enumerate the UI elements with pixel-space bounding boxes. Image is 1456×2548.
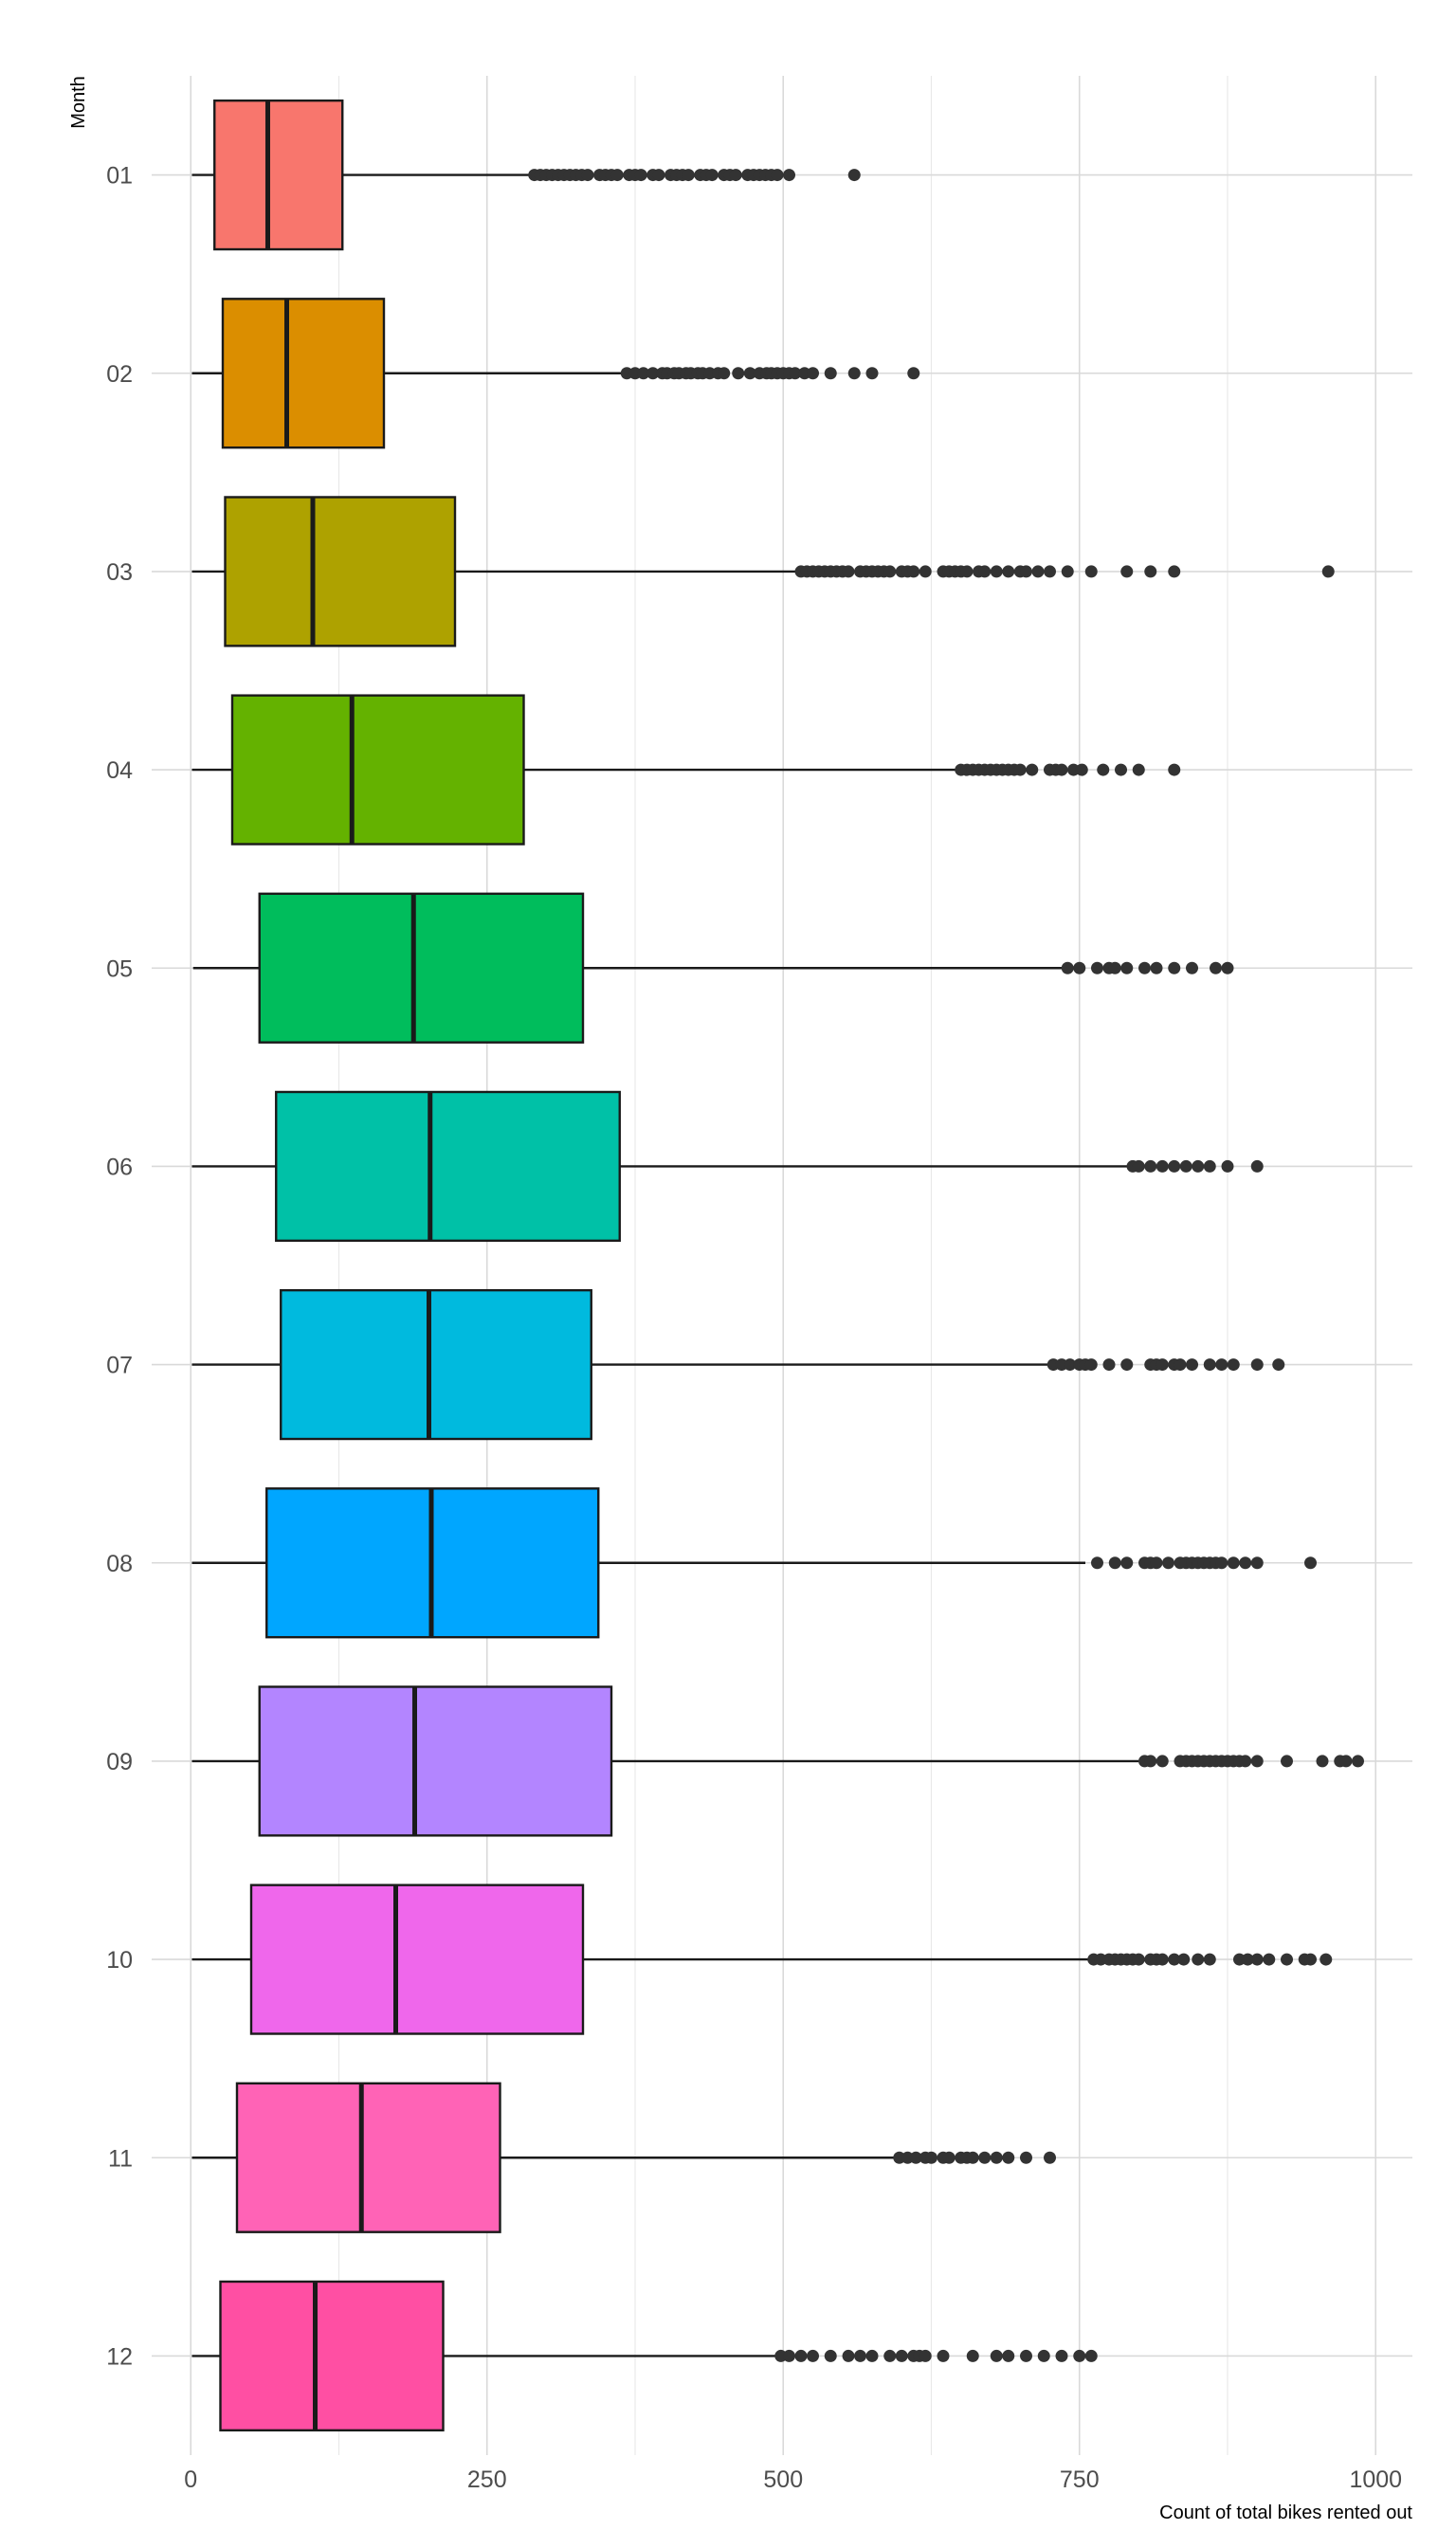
outlier-point bbox=[1228, 1556, 1240, 1569]
outlier-point bbox=[1186, 1358, 1198, 1371]
x-tick-label: 750 bbox=[1059, 2466, 1100, 2493]
x-tick-label: 0 bbox=[184, 2466, 198, 2493]
x-tick-label: 1000 bbox=[1349, 2466, 1403, 2493]
outlier-point bbox=[1073, 2350, 1085, 2362]
outlier-point bbox=[1062, 565, 1074, 577]
outlier-point bbox=[1133, 764, 1145, 776]
y-tick-label: 10 bbox=[106, 1947, 133, 1975]
outlier-point bbox=[1109, 962, 1121, 974]
outlier-point bbox=[991, 2152, 1003, 2164]
iqr-box bbox=[221, 2282, 444, 2430]
outlier-point bbox=[967, 2350, 979, 2362]
outlier-point bbox=[967, 2152, 979, 2164]
outlier-point bbox=[1020, 2350, 1032, 2362]
outlier-point bbox=[582, 169, 594, 181]
y-tick-label: 12 bbox=[106, 2343, 133, 2371]
outlier-point bbox=[807, 2350, 819, 2362]
outlier-point bbox=[1251, 1358, 1264, 1371]
outlier-point bbox=[1156, 1954, 1169, 1966]
outlier-point bbox=[1056, 2350, 1068, 2362]
outlier-point bbox=[718, 367, 730, 379]
outlier-point bbox=[1032, 565, 1045, 577]
outlier-point bbox=[1062, 962, 1074, 974]
iqr-box bbox=[223, 299, 384, 447]
y-axis-title: Month bbox=[68, 76, 89, 129]
outlier-point bbox=[1168, 962, 1180, 974]
outlier-point bbox=[1168, 764, 1180, 776]
iqr-box bbox=[260, 894, 583, 1043]
iqr-box bbox=[251, 1885, 583, 2034]
outlier-point bbox=[635, 169, 647, 181]
outlier-point bbox=[937, 2350, 950, 2362]
outlier-point bbox=[1204, 1358, 1216, 1371]
y-tick-label: 07 bbox=[106, 1352, 133, 1379]
iqr-box bbox=[226, 497, 456, 646]
box-month-05 bbox=[193, 894, 1234, 1043]
outlier-point bbox=[732, 367, 744, 379]
y-tick-label: 06 bbox=[106, 1154, 133, 1181]
outlier-point bbox=[907, 367, 919, 379]
box-month-11 bbox=[192, 2084, 1057, 2232]
outlier-point bbox=[1085, 565, 1098, 577]
outlier-point bbox=[730, 169, 742, 181]
outlier-point bbox=[1044, 565, 1056, 577]
outlier-point bbox=[1002, 565, 1014, 577]
outlier-point bbox=[1251, 1556, 1264, 1569]
outlier-point bbox=[1014, 764, 1027, 776]
outlier-point bbox=[943, 2152, 956, 2164]
outlier-point bbox=[1144, 565, 1156, 577]
outlier-point bbox=[1228, 1358, 1240, 1371]
outlier-point bbox=[1304, 1954, 1317, 1966]
x-axis-title: Count of total bikes rented out bbox=[1159, 2502, 1412, 2523]
outlier-point bbox=[1215, 1556, 1228, 1569]
y-tick-label: 05 bbox=[106, 956, 133, 983]
outlier-point bbox=[1038, 2350, 1050, 2362]
outlier-point bbox=[866, 367, 879, 379]
outlier-point bbox=[1215, 1358, 1228, 1371]
outlier-point bbox=[1317, 1755, 1329, 1767]
outlier-point bbox=[1120, 962, 1133, 974]
iqr-box bbox=[214, 100, 342, 249]
x-tick-label: 250 bbox=[466, 2466, 507, 2493]
outlier-point bbox=[896, 2350, 908, 2362]
outlier-point bbox=[883, 565, 896, 577]
outlier-point bbox=[1239, 1556, 1251, 1569]
outlier-point bbox=[1204, 1160, 1216, 1173]
outlier-point bbox=[1263, 1954, 1275, 1966]
outlier-point bbox=[1168, 1160, 1180, 1173]
outlier-point bbox=[682, 169, 695, 181]
outlier-point bbox=[1192, 1160, 1204, 1173]
outlier-point bbox=[991, 565, 1003, 577]
outlier-point bbox=[1352, 1755, 1364, 1767]
iqr-box bbox=[276, 1092, 620, 1241]
outlier-point bbox=[1156, 1755, 1169, 1767]
y-tick-label: 04 bbox=[106, 757, 133, 785]
outlier-point bbox=[1144, 1755, 1156, 1767]
box-month-01 bbox=[192, 100, 861, 249]
outlier-point bbox=[1222, 962, 1234, 974]
x-tick-label: 500 bbox=[763, 2466, 804, 2493]
outlier-point bbox=[907, 565, 919, 577]
outlier-point bbox=[978, 2152, 991, 2164]
outlier-point bbox=[653, 169, 665, 181]
outlier-point bbox=[978, 565, 991, 577]
outlier-point bbox=[1281, 1954, 1293, 1966]
outlier-point bbox=[1133, 1160, 1145, 1173]
outlier-point bbox=[1186, 962, 1198, 974]
outlier-point bbox=[1120, 565, 1133, 577]
y-tick-label: 03 bbox=[106, 558, 133, 586]
iqr-box bbox=[232, 696, 524, 845]
outlier-point bbox=[1162, 1556, 1174, 1569]
box-month-09 bbox=[192, 1686, 1365, 1835]
outlier-point bbox=[795, 2350, 808, 2362]
outlier-point bbox=[1076, 764, 1088, 776]
outlier-point bbox=[825, 367, 837, 379]
outlier-point bbox=[1151, 1556, 1163, 1569]
outlier-point bbox=[848, 367, 861, 379]
outlier-point bbox=[1251, 1755, 1264, 1767]
outlier-point bbox=[1251, 1160, 1264, 1173]
outlier-point bbox=[1097, 764, 1109, 776]
outlier-point bbox=[1138, 962, 1151, 974]
outlier-point bbox=[866, 2350, 879, 2362]
outlier-point bbox=[991, 2350, 1003, 2362]
outlier-point bbox=[1156, 1160, 1169, 1173]
outlier-point bbox=[1109, 1556, 1121, 1569]
box-month-07 bbox=[192, 1290, 1285, 1439]
box-month-06 bbox=[192, 1092, 1264, 1241]
outlier-point bbox=[1091, 962, 1103, 974]
outlier-point bbox=[1026, 764, 1038, 776]
outlier-point bbox=[919, 2350, 932, 2362]
iqr-box bbox=[260, 1686, 611, 1835]
outlier-point bbox=[961, 565, 974, 577]
outlier-point bbox=[1210, 962, 1222, 974]
outlier-point bbox=[1281, 1755, 1293, 1767]
outlier-point bbox=[1073, 962, 1085, 974]
outlier-point bbox=[611, 169, 624, 181]
outlier-point bbox=[1120, 1358, 1133, 1371]
outlier-point bbox=[848, 169, 861, 181]
outlier-point bbox=[1133, 1954, 1145, 1966]
outlier-point bbox=[843, 565, 855, 577]
outlier-point bbox=[1304, 1556, 1317, 1569]
outlier-point bbox=[1156, 1358, 1169, 1371]
boxes bbox=[192, 100, 1365, 2430]
outlier-point bbox=[1115, 764, 1127, 776]
outlier-point bbox=[1020, 2152, 1032, 2164]
outlier-point bbox=[825, 2350, 837, 2362]
outlier-point bbox=[1272, 1358, 1284, 1371]
outlier-point bbox=[1322, 565, 1335, 577]
outlier-point bbox=[1168, 565, 1180, 577]
outlier-point bbox=[1180, 1160, 1192, 1173]
outlier-point bbox=[783, 169, 795, 181]
outlier-point bbox=[1085, 1358, 1098, 1371]
outlier-point bbox=[1091, 1556, 1103, 1569]
box-month-02 bbox=[192, 299, 920, 447]
outlier-point bbox=[1174, 1358, 1187, 1371]
y-tick-label: 08 bbox=[106, 1550, 133, 1577]
outlier-point bbox=[1002, 2152, 1014, 2164]
outlier-point bbox=[1144, 1160, 1156, 1173]
outlier-point bbox=[1120, 1556, 1133, 1569]
box-month-08 bbox=[192, 1488, 1318, 1637]
outlier-point bbox=[1251, 1954, 1264, 1966]
outlier-point bbox=[1204, 1954, 1216, 1966]
outlier-point bbox=[1222, 1160, 1234, 1173]
outlier-point bbox=[807, 367, 819, 379]
outlier-point bbox=[1239, 1755, 1251, 1767]
outlier-point bbox=[919, 565, 932, 577]
outlier-point bbox=[1085, 2350, 1098, 2362]
outlier-point bbox=[1103, 1358, 1116, 1371]
outlier-point bbox=[1340, 1755, 1353, 1767]
y-tick-label: 09 bbox=[106, 1748, 133, 1775]
outlier-point bbox=[1002, 2350, 1014, 2362]
outlier-point bbox=[1056, 764, 1068, 776]
outlier-point bbox=[783, 2350, 795, 2362]
outlier-point bbox=[1320, 1954, 1332, 1966]
y-tick-label: 01 bbox=[106, 162, 133, 190]
outlier-point bbox=[925, 2152, 937, 2164]
outlier-point bbox=[1020, 565, 1032, 577]
outlier-point bbox=[772, 169, 784, 181]
outlier-point bbox=[854, 2350, 866, 2362]
outlier-point bbox=[1192, 1954, 1204, 1966]
box-month-04 bbox=[192, 696, 1181, 845]
outlier-point bbox=[883, 2350, 896, 2362]
y-tick-label: 11 bbox=[108, 2145, 133, 2173]
outlier-point bbox=[1151, 962, 1163, 974]
iqr-box bbox=[237, 2084, 500, 2232]
outlier-point bbox=[843, 2350, 855, 2362]
box-month-10 bbox=[192, 1885, 1333, 2034]
outlier-point bbox=[1177, 1954, 1190, 1966]
y-tick-label: 02 bbox=[106, 360, 133, 388]
outlier-point bbox=[1044, 2152, 1056, 2164]
outlier-point bbox=[706, 169, 719, 181]
iqr-box bbox=[281, 1290, 592, 1439]
